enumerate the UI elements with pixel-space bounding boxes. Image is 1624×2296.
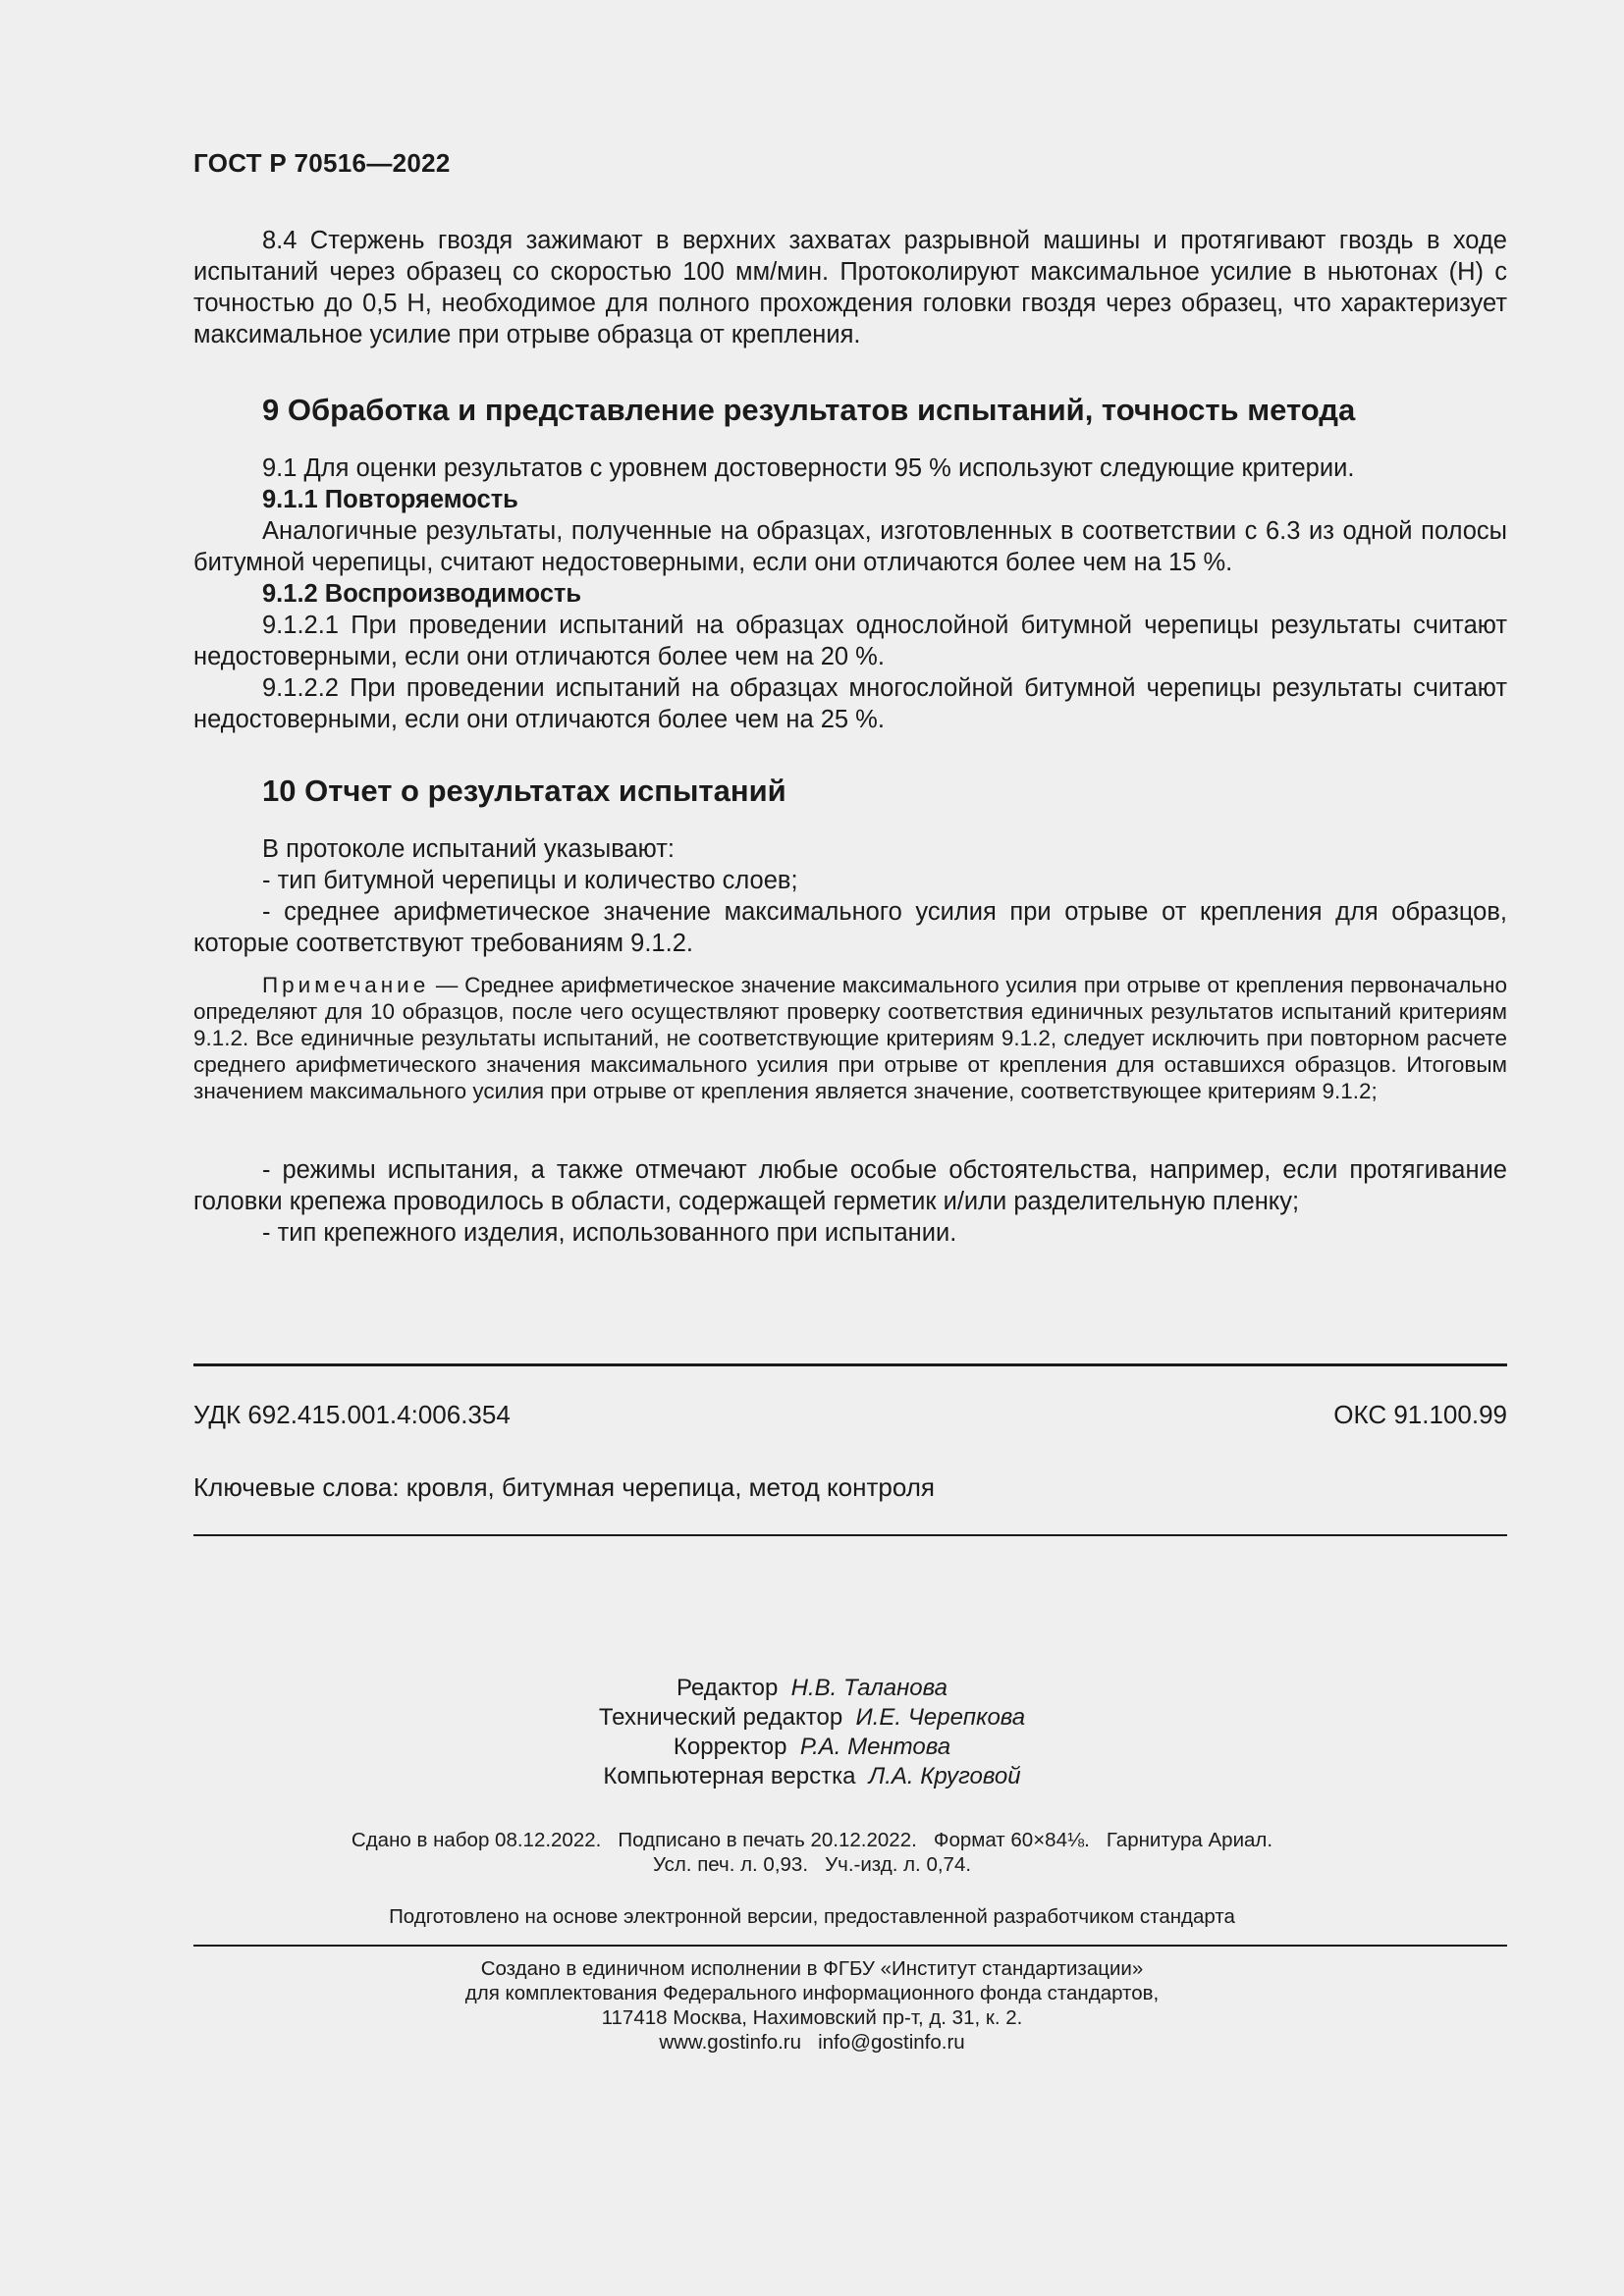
layout-name: Л.А. Круговой bbox=[868, 1763, 1021, 1789]
note-label: Примечание bbox=[262, 973, 430, 997]
tech-editor-name: И.Е. Черепкова bbox=[855, 1704, 1026, 1731]
credit-editor bbox=[0, 1674, 1624, 1703]
publisher-web: www.gostinfo.ru info@gostinfo.ru bbox=[659, 2031, 965, 2054]
paragraph-9-1-1: Аналогичные результаты, полученные на образцах, изготовленных в соответствии с 6.3 из одной полосы битумной черепицы, считают недостоверными, если они отличаются более чем на 15 %. bbox=[193, 517, 1507, 576]
section-10-heading: 10 Отчет о результатах испытаний bbox=[262, 774, 786, 808]
note-text: — Среднее арифметическое значение максимального усилия при отрыве от крепления первоначально определяют для 10 образцов, после чего осуществляют проверку соответствия единичных результатов испытаний критериям 9.1.2. Все единичные результаты испытаний, не соответствующие критериям 9.1.2, следует исключить при повторном расчете среднего арифметического значения максимального усилия при отрыве от крепления для оставшихся образцов. Итоговым значением максимального усилия при отрыве от крепления является значение, соответствующее критериям 9.1.2; bbox=[193, 973, 1507, 1103]
list-item-1: - тип битумной черепицы и количество слоев; bbox=[262, 867, 798, 894]
created-line-2: для комплектования Федерального информационного фонда стандартов, bbox=[464, 1982, 1160, 2004]
corrector-label: Корректор bbox=[673, 1734, 787, 1760]
note-paragraph bbox=[193, 972, 1507, 1104]
section-10-list-continued bbox=[193, 1154, 1507, 1249]
clause-8-4 bbox=[193, 225, 1507, 350]
section-10-list bbox=[193, 833, 1507, 959]
corrector-name: Р.А. Ментова bbox=[799, 1734, 951, 1760]
created-line-1: Создано в единичном исполнении в ФГБУ «Институт стандартизации» bbox=[480, 1957, 1144, 1980]
section-9-body bbox=[193, 453, 1507, 735]
imprint-block bbox=[0, 1828, 1624, 1877]
list-item-3: - режимы испытания, а также отмечают любые особые обстоятельства, например, если протягивание головки крепежа проводилось в области, содержащей герметик и/или разделительную пленку; bbox=[193, 1156, 1507, 1215]
heading-9-1-2: 9.1.2 Воспроизводимость bbox=[262, 580, 582, 608]
udk-code: УДК 692.415.001.4:006.354 bbox=[193, 1400, 511, 1429]
publisher-block bbox=[0, 1956, 1624, 2055]
note-block bbox=[193, 972, 1507, 1104]
imprint-line-1: Сдано в набор 08.12.2022. Подписано в печать 20.12.2022. Формат 60×84⅛. Гарнитура Ариал. bbox=[351, 1829, 1273, 1851]
section-9-heading: 9 Обработка и представление результатов испытаний, точность метода bbox=[262, 393, 1356, 427]
prepared-note: Подготовлено на основе электронной версии, предоставленной разработчиком стандарта bbox=[389, 1905, 1235, 1928]
paragraph-9-1-2-1: 9.1.2.1 При проведении испытаний на образцах однослойной битумной черепицы результаты считают недостоверными, если они отличаются более чем на 20 %. bbox=[193, 612, 1507, 670]
list-item-4: - тип крепежного изделия, использованного при испытании. bbox=[262, 1219, 957, 1247]
credit-tech-editor bbox=[0, 1703, 1624, 1733]
keywords: Ключевые слова: кровля, битумная черепица, метод контроля bbox=[193, 1472, 936, 1502]
tech-editor-label: Технический редактор bbox=[598, 1704, 843, 1731]
list-item-2: - среднее арифметическое значение максимального усилия при отрыве от крепления для образцов, которые соответствуют требованиям 9.1.2. bbox=[193, 898, 1507, 957]
imprint-line-2: Усл. печ. л. 0,93. Уч.-изд. л. 0,74. bbox=[652, 1853, 972, 1876]
credit-layout bbox=[0, 1762, 1624, 1791]
credit-corrector bbox=[0, 1733, 1624, 1762]
divider-bottom bbox=[193, 1534, 1507, 1536]
oks-code: ОКС 91.100.99 bbox=[1333, 1400, 1507, 1429]
divider-imprint bbox=[193, 1945, 1507, 1947]
section-10-intro: В протоколе испытаний указывают: bbox=[262, 835, 676, 863]
editor-label: Редактор bbox=[677, 1675, 779, 1701]
document-code: ГОСТ Р 70516—2022 bbox=[193, 148, 451, 178]
editor-name: Н.В. Таланова bbox=[790, 1675, 947, 1701]
layout-label: Компьютерная верстка bbox=[603, 1763, 856, 1789]
paragraph-8-4: 8.4 Стержень гвоздя зажимают в верхних захватах разрывной машины и протягивают гвоздь в ходе испытаний через образец со скоростью 100 мм/мин. Протоколируют максимальное усилие в ньютонах (Н) с точностью до 0,5 Н, необходимое для полного прохождения головки гвоздя через образец, что характеризует максимальное усилие при отрыве образца от крепления. bbox=[193, 227, 1507, 348]
paragraph-9-1-2-2: 9.1.2.2 При проведении испытаний на образцах многослойной битумной черепицы результаты считают недостоверными, если они отличаются более чем на 25 %. bbox=[193, 674, 1507, 733]
paragraph-9-1: 9.1 Для оценки результатов с уровнем достоверности 95 % используют следующие критерии. bbox=[262, 454, 1355, 482]
divider-top bbox=[193, 1363, 1507, 1366]
publisher-address: 117418 Москва, Нахимовский пр-т, д. 31, к. 2. bbox=[601, 2006, 1023, 2029]
heading-9-1-1: 9.1.1 Повторяемость bbox=[262, 486, 518, 513]
credits-block bbox=[0, 1674, 1624, 1791]
